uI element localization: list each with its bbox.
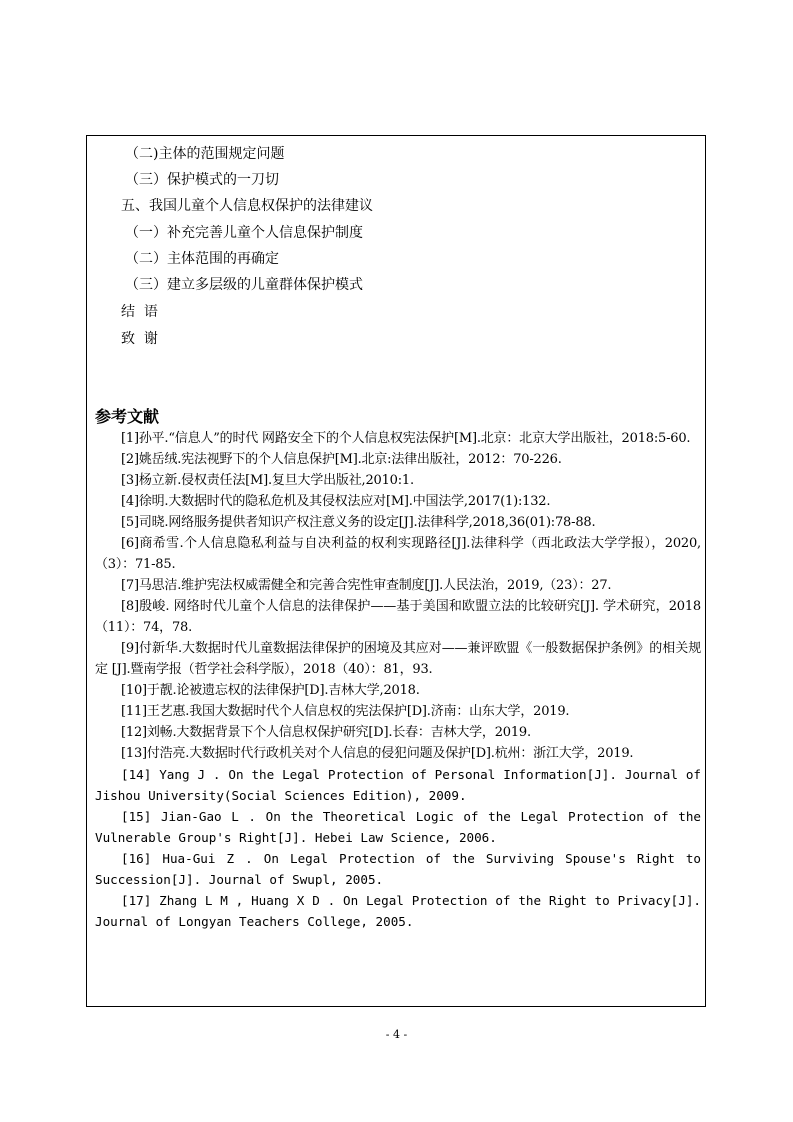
outline-item: （二)主体的范围规定问题 [125, 146, 285, 162]
reference-item: [10]于靓.论被遗忘权的法律保护[D].吉林大学,2018. [121, 683, 420, 698]
reference-item: [4]徐明.大数据时代的隐私危机及其侵权法应对[M].中国法学,2017(1):132. [121, 494, 551, 509]
page-number: - 4 - [385, 1028, 408, 1041]
reference-item: [14] Yang J . On the Legal Protection of Personal Information[J]. Journal of Jishou University(Social Sciences Edition), 2009. [95, 767, 701, 803]
reference-item: [16] Hua-Gui Z . On Legal Protection of the Surviving Spouse's Right to Succession[J]. Journal of Swupl, 2005. [95, 851, 701, 887]
reference-item: [9]付新华.大数据时代儿童数据法律保护的困境及其应对——兼评欧盟《一般数据保护条例》的相关规定 [J].暨南学报（哲学社会科学版），2018（40）：81，93. [95, 641, 701, 677]
reference-item: [6]商希雪.个人信息隐私利益与自决利益的权利实现路径[J].法律科学（西北政法大学学报），2020,（3）：71-85. [95, 536, 701, 572]
reference-item: [3]杨立新.侵权责任法[M].复旦大学出版社,2010:1. [121, 473, 414, 488]
outline-item: 致 谢 [121, 331, 158, 347]
reference-item: [5]司晓.网络服务提供者知识产权注意义务的设定[J].法律科学,2018,36(01):78-88. [121, 515, 596, 530]
reference-item: [17] Zhang L M , Huang X D . On Legal Protection of the Right to Privacy[J]. Journal of Longyan Teachers College, 2005. [95, 893, 701, 929]
reference-item: [13]付浩亮.大数据时代行政机关对个人信息的侵犯问题及保护[D].杭州：浙江大学，2019. [121, 746, 634, 761]
outline-item: （三）保护模式的一刀切 [125, 172, 279, 188]
outline-item: （一）补充完善儿童个人信息保护制度 [125, 225, 363, 241]
reference-item: [7]马思洁.维护宪法权威需健全和完善合宪性审查制度[J].人民法治，2019,（23）：27. [121, 578, 612, 593]
document-frame [86, 135, 706, 1007]
outline-item: （三）建立多层级的儿童群体保护模式 [125, 277, 363, 293]
outline-item: （二）主体范围的再确定 [125, 251, 279, 267]
references-list [95, 428, 701, 932]
reference-item: [11]王艺惠.我国大数据时代个人信息权的宪法保护[D].济南：山东大学，2019. [121, 704, 570, 719]
reference-item: [2]姚岳绒.宪法视野下的个人信息保护[M].北京:法律出版社，2012：70-226. [121, 452, 562, 467]
outline-item: 结 语 [121, 304, 158, 320]
references-heading: 参考文献 [95, 407, 160, 426]
reference-item: [1]孙平.“信息人”的时代 网路安全下的个人信息权宪法保护[M].北京：北京大学出版社，2018:5-60. [121, 431, 691, 446]
reference-item: [8]殷峻. 网络时代儿童个人信息的法律保护——基于美国和欧盟立法的比较研究[J]. 学术研究，2018（11）：74，78. [95, 599, 701, 635]
reference-item: [15] Jian-Gao L . On the Theoretical Logic of the Legal Protection of the Vulnerable Group's Right[J]. Hebei Law Science, 2006. [95, 809, 701, 845]
reference-item: [12]刘畅.大数据背景下个人信息权保护研究[D].长春：吉林大学，2019. [121, 725, 531, 740]
outline-item: 五、我国儿童个人信息权保护的法律建议 [121, 198, 373, 214]
